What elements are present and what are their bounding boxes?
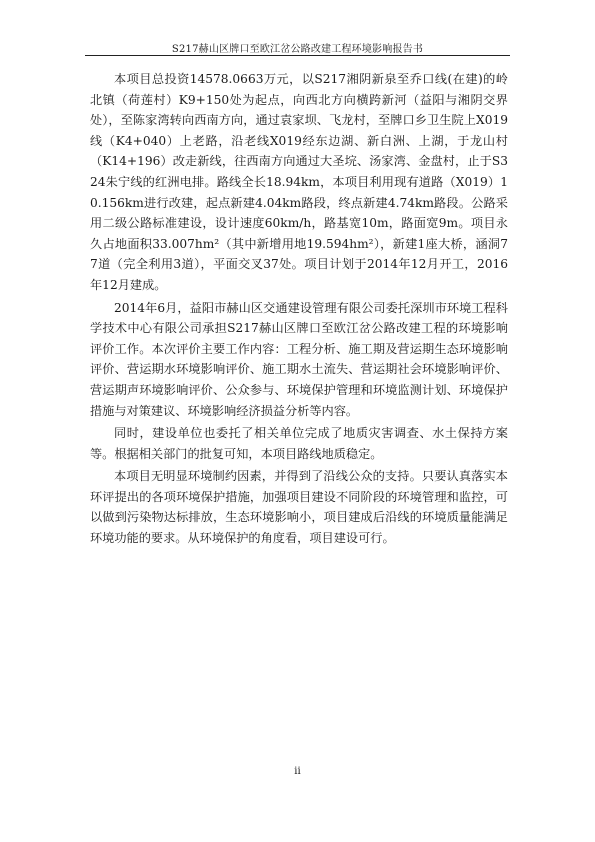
page-number: ii [294,766,301,777]
paragraph-assessment-scope: 2014年6月，益阳市赫山区交通建设管理有限公司委托深圳市环境工程科学技术中心有限公司承担S217赫山区牌口至欧江岔公路改建工程的环境影响评价工作。本次评价主要工作内容：工程分析、施工期及营运期生态环境影响评价、营运期水环境影响评价、施工期水土流失、营运期社会环境影响评价、营运期声环境影响评价、公众参与、环境保护管理和环境监测计划、环境保护措施与对策建议、环境影响经济损益分析等内容。 [90,300,508,418]
page-header: S217赫山区牌口至欧江岔公路改建工程环境影响报告书 [171,44,424,55]
paragraph-geology: 同时，建设单位也委托了相关单位完成了地质灾害调查、水土保持方案等。根据相关部门的批复可知，本项目路线地质稳定。 [90,426,508,461]
header-rule [85,55,510,56]
paragraph-project-overview: 本项目总投资14578.0663万元，以S217湘阴新泉至乔口线(在建)的岭北镇（荷莲村）K9+150处为起点，向西北方向横跨新河（益阳与湘阴交界处），至陈家湾转向西南方向，通过袁家坝、飞龙村，至牌口乡卫生院上X019线（K4+040）上老路，沿老线X019经东边湖、新白洲、上湖，于龙山村（K14+196）改走新线，往西南方向通过大圣垸、汤家湾、金盘村，止于S324朱宁线的红洲电排。路线全长18.94km，本项目利用现有道路（X019）10.156km进行改建，起点新建4.04km路段，终点新建4.74km路段。公路采用二级公路标准建设，设计速度60km/h，路基宽10m，路面宽9m。项目永久占地面积33.007hm²（其中新增用地19.594hm²），新建1座大桥，涵洞77道（完全利用3道），平面交叉37处。项目计划于2014年12月开工，2016年12月建成。 [90,72,508,292]
body-text [90,69,508,551]
paragraph-conclusion: 本项目无明显环境制约因素，并得到了沿线公众的支持。只要认真落实本环评提出的各项环境保护措施，加强项目建设不同阶段的环境管理和监控，可以做到污染物达标排放，生态环境影响小，项目建成后沿线的环境质量能满足环境功能的要求。从环境保护的角度看，项目建设可行。 [90,469,508,546]
